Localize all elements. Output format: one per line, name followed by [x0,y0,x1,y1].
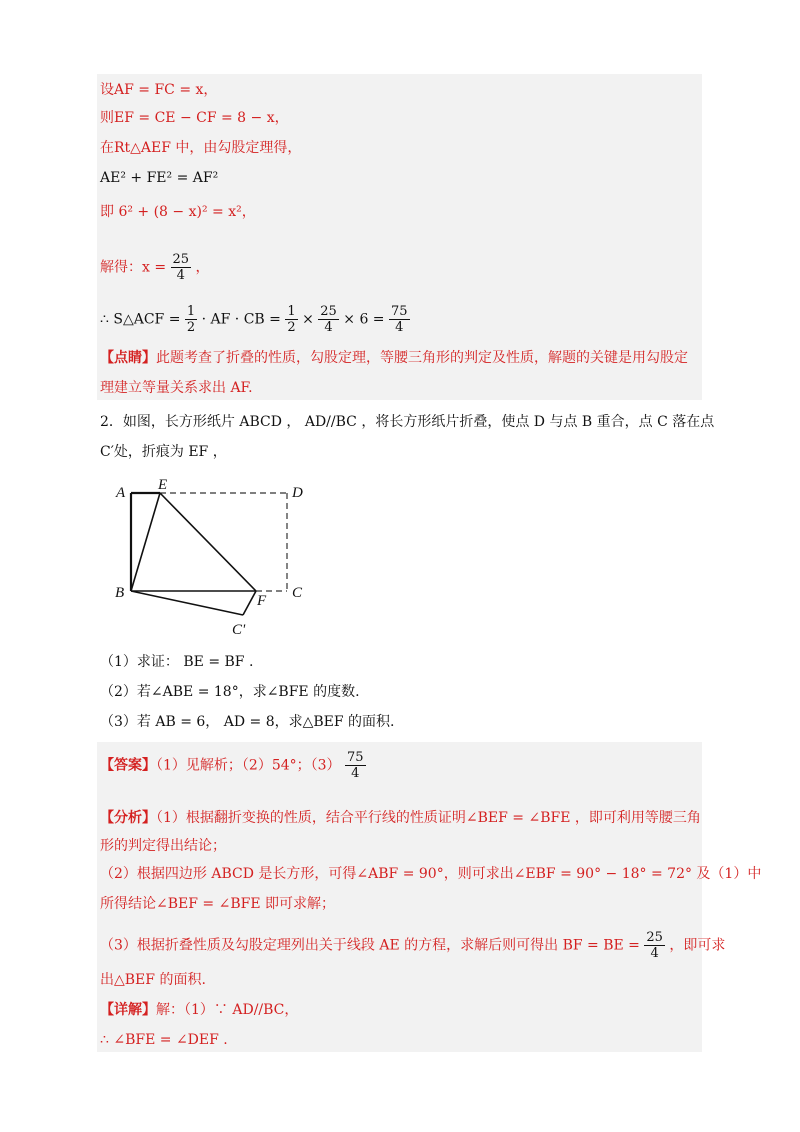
fraction-numerator: 25 [172,252,190,267]
fraction-numerator: 75 [347,750,364,765]
analysis-line [100,930,725,961]
fraction-denominator: 4 [395,320,404,335]
solve-line [100,252,210,283]
analysis-text: （1）根据翻折变换的性质，结合平行线的性质证明∠BEF = ∠BFE ，即可利用等腰三角 [156,810,701,826]
fraction-denominator: 4 [650,946,659,961]
area-mid: · AF · CB = [201,311,281,328]
text-line: 则EF = CE − CF = 8 − x， [100,110,289,126]
detail-tag: 【详解】 [100,1002,156,1018]
analysis-tag: 【分析】 [100,810,156,826]
analysis-line: 形的判定得出结论； [100,838,226,854]
fraction-numerator: 1 [186,304,196,319]
sub-question-3: （3）若 AB = 6， AD = 8，求△BEF 的面积. [100,714,395,730]
detail-line [100,1000,298,1020]
text-line: 在Rt△AEF 中，由勾股定理得， [100,140,302,156]
sub-question-2: （2）若∠ABE = 18°，求∠BFE 的度数. [100,684,360,700]
analysis-line [100,808,701,828]
fraction-denominator: 4 [351,766,360,781]
segment-EF [160,493,256,591]
times-sign: × [302,311,314,328]
fraction [389,304,410,335]
solve-prefix: 解得：x = [100,259,167,276]
label-B: B [115,585,125,601]
fraction [285,304,297,335]
equation-line: 即 6² + (8 − x)² = x²， [100,204,256,220]
fraction-numerator: 25 [646,930,663,945]
label-E: E [158,477,168,493]
answer-tag: 【答案】 [100,757,156,774]
segment-BE [131,493,160,591]
segment-CpF [243,591,256,615]
question-text: C′处，折痕为 EF ， [100,444,227,460]
detail-line: ∴ ∠BFE = ∠DEF . [100,1032,228,1048]
fraction [185,304,197,335]
label-F: F [257,593,267,609]
fraction-numerator: 25 [320,304,337,319]
fraction [345,750,366,781]
analysis-line: 所得结论∠BEF = ∠BFE 即可求解； [100,896,335,912]
label-A: A [116,485,126,501]
fraction [318,304,339,335]
area-line [100,304,410,335]
label-D: D [292,485,303,501]
fraction [644,930,665,961]
solve-suffix: ， [195,259,210,276]
answer-text: （1）见解析；（2）54°；（3） [156,757,341,774]
analysis-line: （2）根据四边形 ABCD 是长方形，可得∠ABF = 90°，则可求出∠EBF = 90° − 18° = 72° 及（1）中 [100,866,762,882]
fraction-numerator: 1 [287,304,296,319]
fraction-numerator: 75 [391,304,408,319]
area-prefix: ∴ S△ACF = [100,311,181,328]
sub-question-1: （1）求证： BE = BF . [100,654,254,670]
text-line: 设AF = FC = x， [100,82,218,98]
fraction-denominator: 4 [176,268,185,283]
analysis-suffix: ，即可求 [669,937,726,954]
times-six: × 6 = [343,311,385,328]
detail-text: 解：（1）∵ AD//BC， [156,1002,299,1018]
comment-line [100,348,688,368]
question-text: 2．如图，长方形纸片 ABCD ， AD//BC ，将长方形纸片折叠，使点 D 与点 B 重合，点 C 落在点 [100,414,715,430]
analysis-line: 出△BEF 的面积. [100,972,206,988]
label-C: C [292,585,303,601]
comment-line-2: 理建立等量关系求出 AF. [100,380,253,396]
analysis-prefix: （3）根据折叠性质及勾股定理列出关于线段 AE 的方程，求解后则可得出 BF = BE = [100,937,640,954]
fraction-denominator: 2 [287,320,296,335]
comment-tag: 【点睛】 [100,350,156,366]
answer-line [100,750,366,781]
label-Cprime: C' [232,622,246,638]
fraction [171,252,192,283]
fraction-denominator: 2 [186,320,196,335]
equation-line: AE² + FE² = AF² [100,170,219,186]
comment-text: 此题考查了折叠的性质，勾股定理，等腰三角形的判定及性质，解题的关键是用勾股定 [156,350,688,366]
segment-BCp [131,591,243,615]
fraction-denominator: 4 [324,320,333,335]
